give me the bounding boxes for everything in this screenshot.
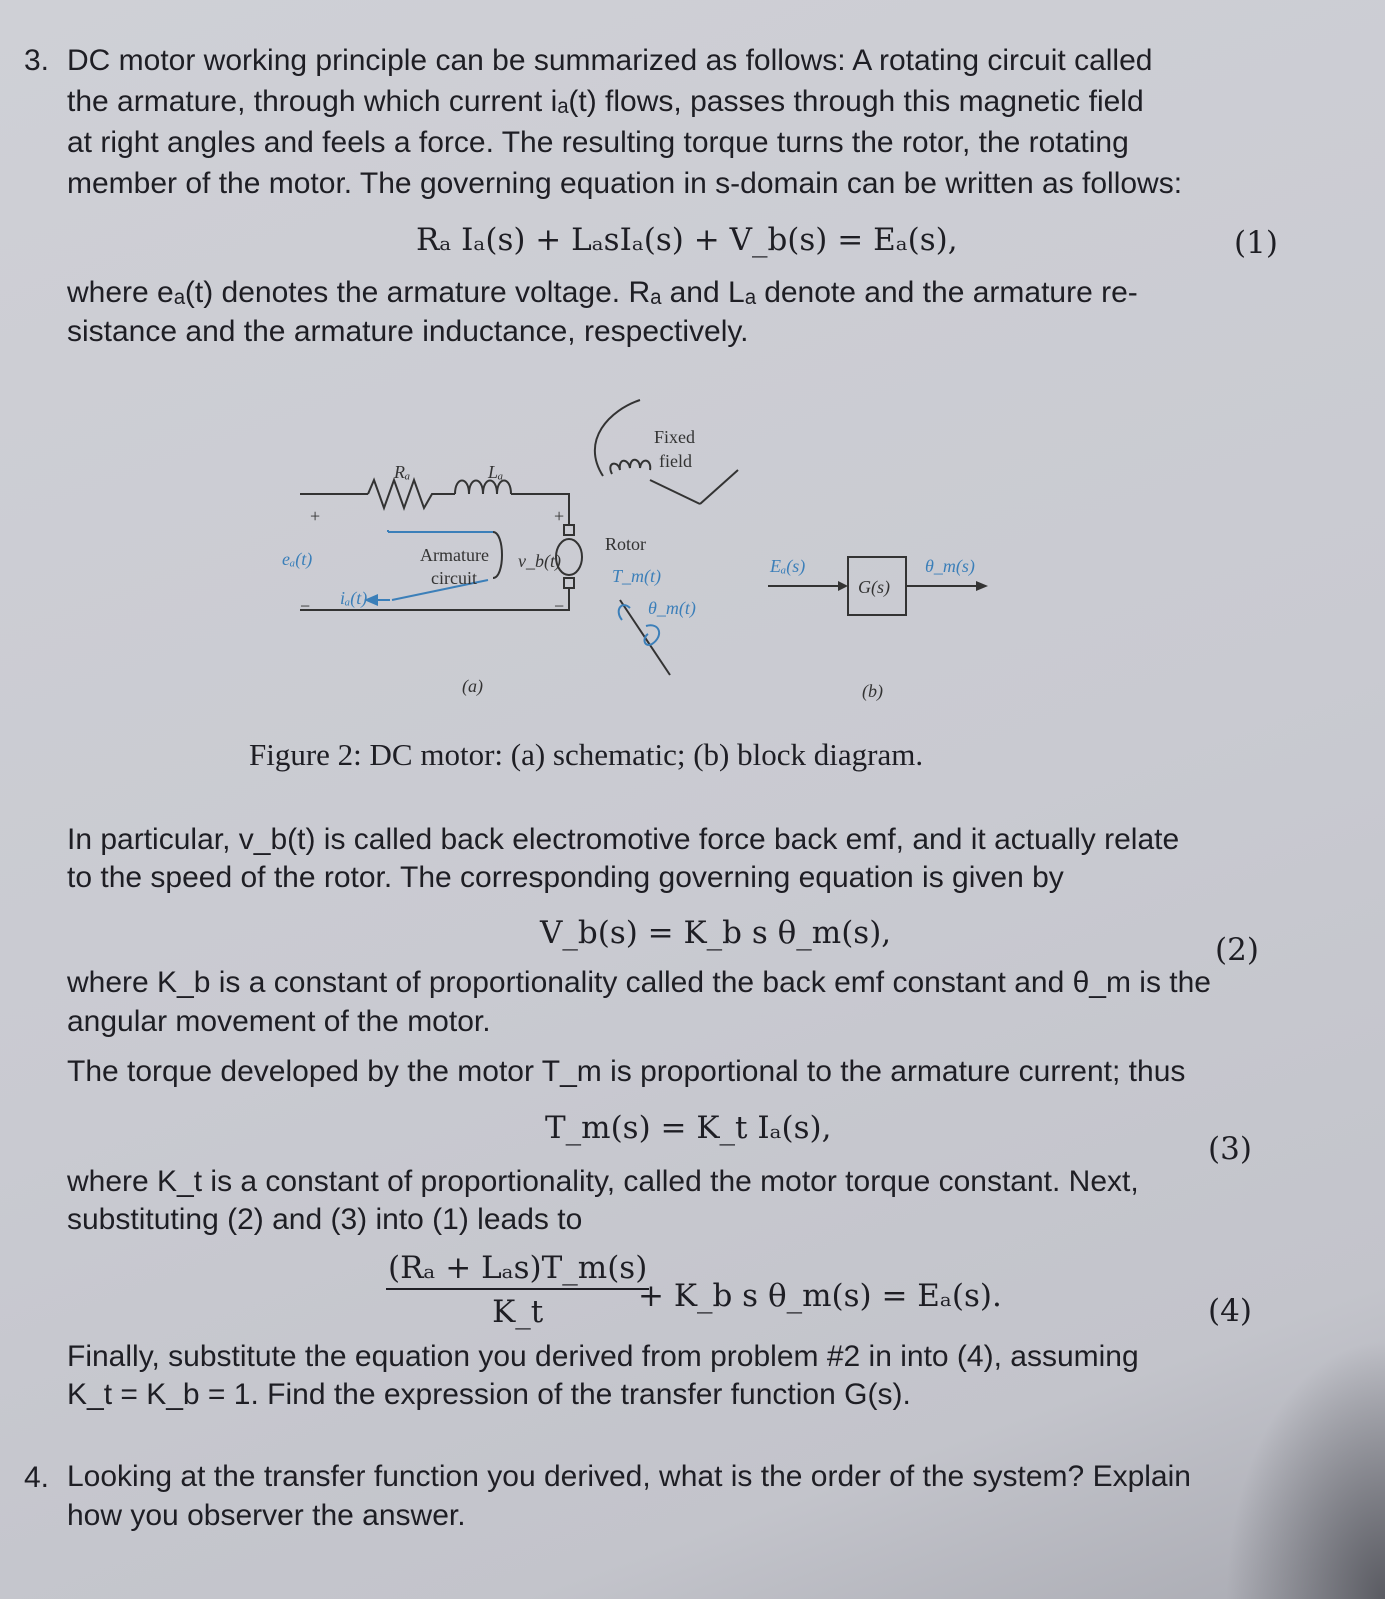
label-rotor: Rotor (605, 534, 647, 554)
label-vb: v_b(t) (518, 551, 561, 571)
label-circuit: circuit (431, 568, 477, 588)
block-diagram (768, 556, 988, 702)
label-minus-right: − (554, 596, 565, 616)
body-line: sistance and the armature inductance, respectively. (67, 315, 749, 348)
label-tm: T_m(t) (612, 566, 661, 586)
equation-3-label: (3) (1208, 1131, 1252, 1167)
equation-4-label: (4) (1208, 1293, 1252, 1329)
body-line: angular movement of the motor. (67, 1005, 491, 1038)
equation-1-label: (1) (1234, 225, 1278, 261)
label-a: (a) (462, 676, 483, 696)
body-line: to the speed of the rotor. The corresponding governing equation is given by (67, 861, 1064, 894)
body-line: where eₐ(t) denotes the armature voltage. Rₐ and Lₐ denote and the armature re- (67, 276, 1138, 309)
label-armature: Armature (420, 545, 489, 565)
intro-line: member of the motor. The governing equation in s-domain can be written as follows: (67, 167, 1183, 200)
equation-3: T_m(s) = K_t Iₐ(s), (545, 1110, 832, 1146)
dc-motor-figure (0, 0, 1385, 780)
label-Gs: G(s) (858, 577, 890, 597)
problem-number: 4. (24, 1461, 50, 1494)
label-la: Lₐ (488, 462, 504, 482)
photo-shadow (1225, 1339, 1385, 1599)
label-ea: eₐ(t) (282, 549, 313, 569)
intro-line: the armature, through which current iₐ(t) flows, passes through this magnetic field (67, 85, 1144, 118)
label-field: field (659, 451, 692, 471)
body-line: where K_b is a constant of proportionality called the back emf constant and θ_m is the (67, 966, 1211, 999)
equation-4-numerator: (Rₐ + Lₐs)T_m(s) (386, 1250, 649, 1290)
label-fixed: Fixed (654, 427, 696, 447)
equation-1: Rₐ Iₐ(s) + LₐsIₐ(s) + V_b(s) = Eₐ(s), (416, 222, 958, 258)
label-ia: iₐ(t) (340, 588, 368, 608)
body-line: The torque developed by the motor T_m is proportional to the armature current; thus (67, 1055, 1186, 1088)
body-line: Looking at the transfer function you derived, what is the order of the system? Explain (67, 1460, 1191, 1493)
body-line: Finally, substitute the equation you derived from problem #2 in into (4), assuming (67, 1340, 1139, 1373)
label-b: (b) (862, 681, 883, 701)
label-ra: Rₐ (394, 462, 411, 482)
problem-number: 3. (24, 44, 50, 77)
label-theta-s: θ_m(s) (925, 556, 975, 576)
body-line: how you observer the answer. (67, 1499, 466, 1532)
field-coil (610, 460, 650, 474)
body-line: K_t = K_b = 1. Find the expression of the transfer function G(s). (67, 1378, 911, 1411)
intro-line: DC motor working principle can be summarized as follows: A rotating circuit called (67, 44, 1153, 77)
label-theta-m: θ_m(t) (648, 598, 696, 618)
label-Ea-s: Eₐ(s) (770, 556, 806, 576)
equation-4-fraction (386, 1250, 649, 1330)
equation-2-label: (2) (1215, 932, 1259, 968)
label-minus-left: − (300, 596, 311, 616)
resistor-ra (368, 480, 455, 508)
body-line: In particular, v_b(t) is called back electromotive force back emf, and it actually relate (67, 823, 1180, 856)
figure-caption: Figure 2: DC motor: (a) schematic; (b) block diagram. (249, 737, 924, 772)
equation-4-rest: + K_b s θ_m(s) = Eₐ(s). (638, 1278, 1002, 1314)
body-line: substituting (2) and (3) into (1) leads to (67, 1203, 583, 1236)
label-plus-left: + (310, 506, 321, 526)
equation-2: V_b(s) = K_b s θ_m(s), (540, 915, 892, 951)
inductor-la (455, 481, 511, 495)
equation-4-denominator: K_t (492, 1294, 544, 1330)
intro-line: at right angles and feels a force. The resulting torque turns the rotor, the rotating (67, 126, 1129, 159)
label-plus-right: + (554, 506, 565, 526)
body-line: where K_t is a constant of proportionality, called the motor torque constant. Next, (67, 1165, 1139, 1198)
